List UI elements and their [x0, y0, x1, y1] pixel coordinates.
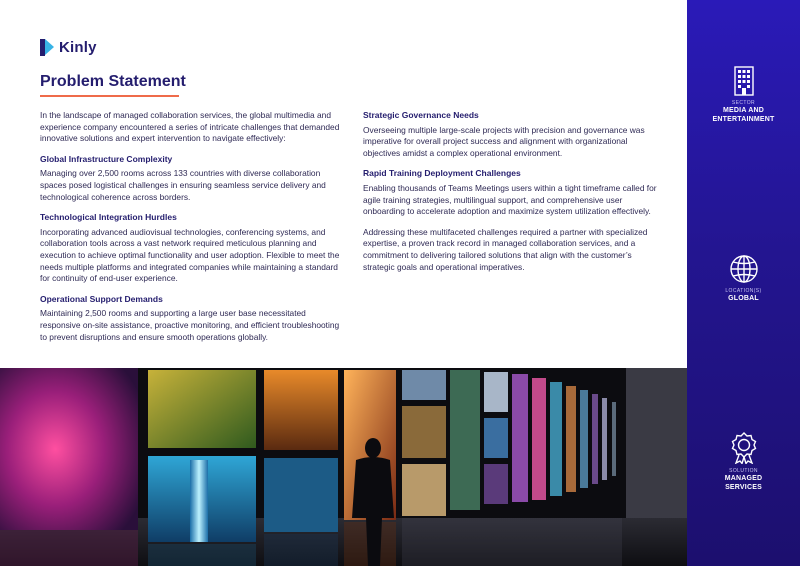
section-body: Overseeing multiple large-scale projects with precision and governance was imperative for overall project success and alignment with organizational objectives amidst a complex operational environment. [363, 124, 645, 158]
intro-paragraph: In the landscape of managed collaboration services, the global multimedia and experience company encountered a series of intricate challenges that demanded innovative solutions and expert intervention to navigate effectively: [40, 110, 340, 144]
logo-text: Kinly [59, 39, 97, 56]
section-heading: Technological Integration Hurdles [40, 212, 177, 223]
kinly-logo-mark [40, 39, 55, 56]
title-underline [40, 95, 179, 97]
globe-icon [729, 254, 759, 284]
section-heading: Operational Support Demands [40, 293, 163, 304]
section-heading: Global Infrastructure Complexity [40, 153, 173, 164]
building-icon [733, 66, 755, 96]
section-heading: Rapid Training Deployment Challenges [363, 168, 521, 179]
section-heading: Strategic Governance Needs [363, 110, 479, 120]
location-block [687, 254, 800, 303]
location-caption: LOCATION(S) [725, 288, 762, 294]
gallery-illustration [0, 368, 687, 566]
sector-caption: SECTOR [731, 100, 756, 106]
left-column [40, 110, 340, 352]
kinly-logo [40, 39, 97, 56]
solution-value-line1: MANAGED [724, 475, 763, 482]
section-body: Incorporating advanced audiovisual technologies, conferencing systems, and collaboration tools across a vast network required meticulous planning and execution to achieve optimal functionality and user adoption. Flexible to meet the needs multiple platforms and integrated companies while maintaining a standard for continuity of end-user experience. [40, 226, 340, 284]
solution-caption: SOLUTION [729, 468, 758, 474]
solution-block [687, 432, 800, 492]
sector-value-line2: ENTERTAINMENT [712, 116, 775, 123]
info-sidebar [687, 0, 800, 566]
page-title: Problem Statement [40, 73, 186, 90]
gallery-photo [0, 368, 687, 566]
solution-value-line2: SERVICES [725, 484, 762, 491]
location-value: GLOBAL [728, 295, 759, 302]
closing-paragraph: Addressing these multifaceted challenges required a partner with specialized expertise, a proven track record in managed collaboration services, and a commitment to delivering tailored solutions that align with the customer’s strategic goals and operational imperatives. [363, 226, 648, 272]
section-body: Enabling thousands of Teams Meetings users within a tight timeframe called for agile training strategies, multilingual support, and comprehensive user onboarding to accelerate adoption and maximize system utilization effectively. [363, 182, 657, 217]
sector-value-line1: MEDIA AND [723, 107, 764, 114]
section-body: Maintaining 2,500 rooms and supporting a large user base necessitated responsive on-site assistance, proactive monitoring, and efficient troubleshooting to prevent disruptions and ensure smooth operations globally. [40, 308, 340, 342]
award-badge-icon [730, 432, 758, 464]
sector-block [687, 66, 800, 124]
section-body: Managing over 2,500 rooms across 133 countries with diverse collaboration spaces posed logistical challenges in ensuring seamless service delivery and technological coherence across borders. [40, 168, 326, 202]
right-column [363, 110, 663, 282]
